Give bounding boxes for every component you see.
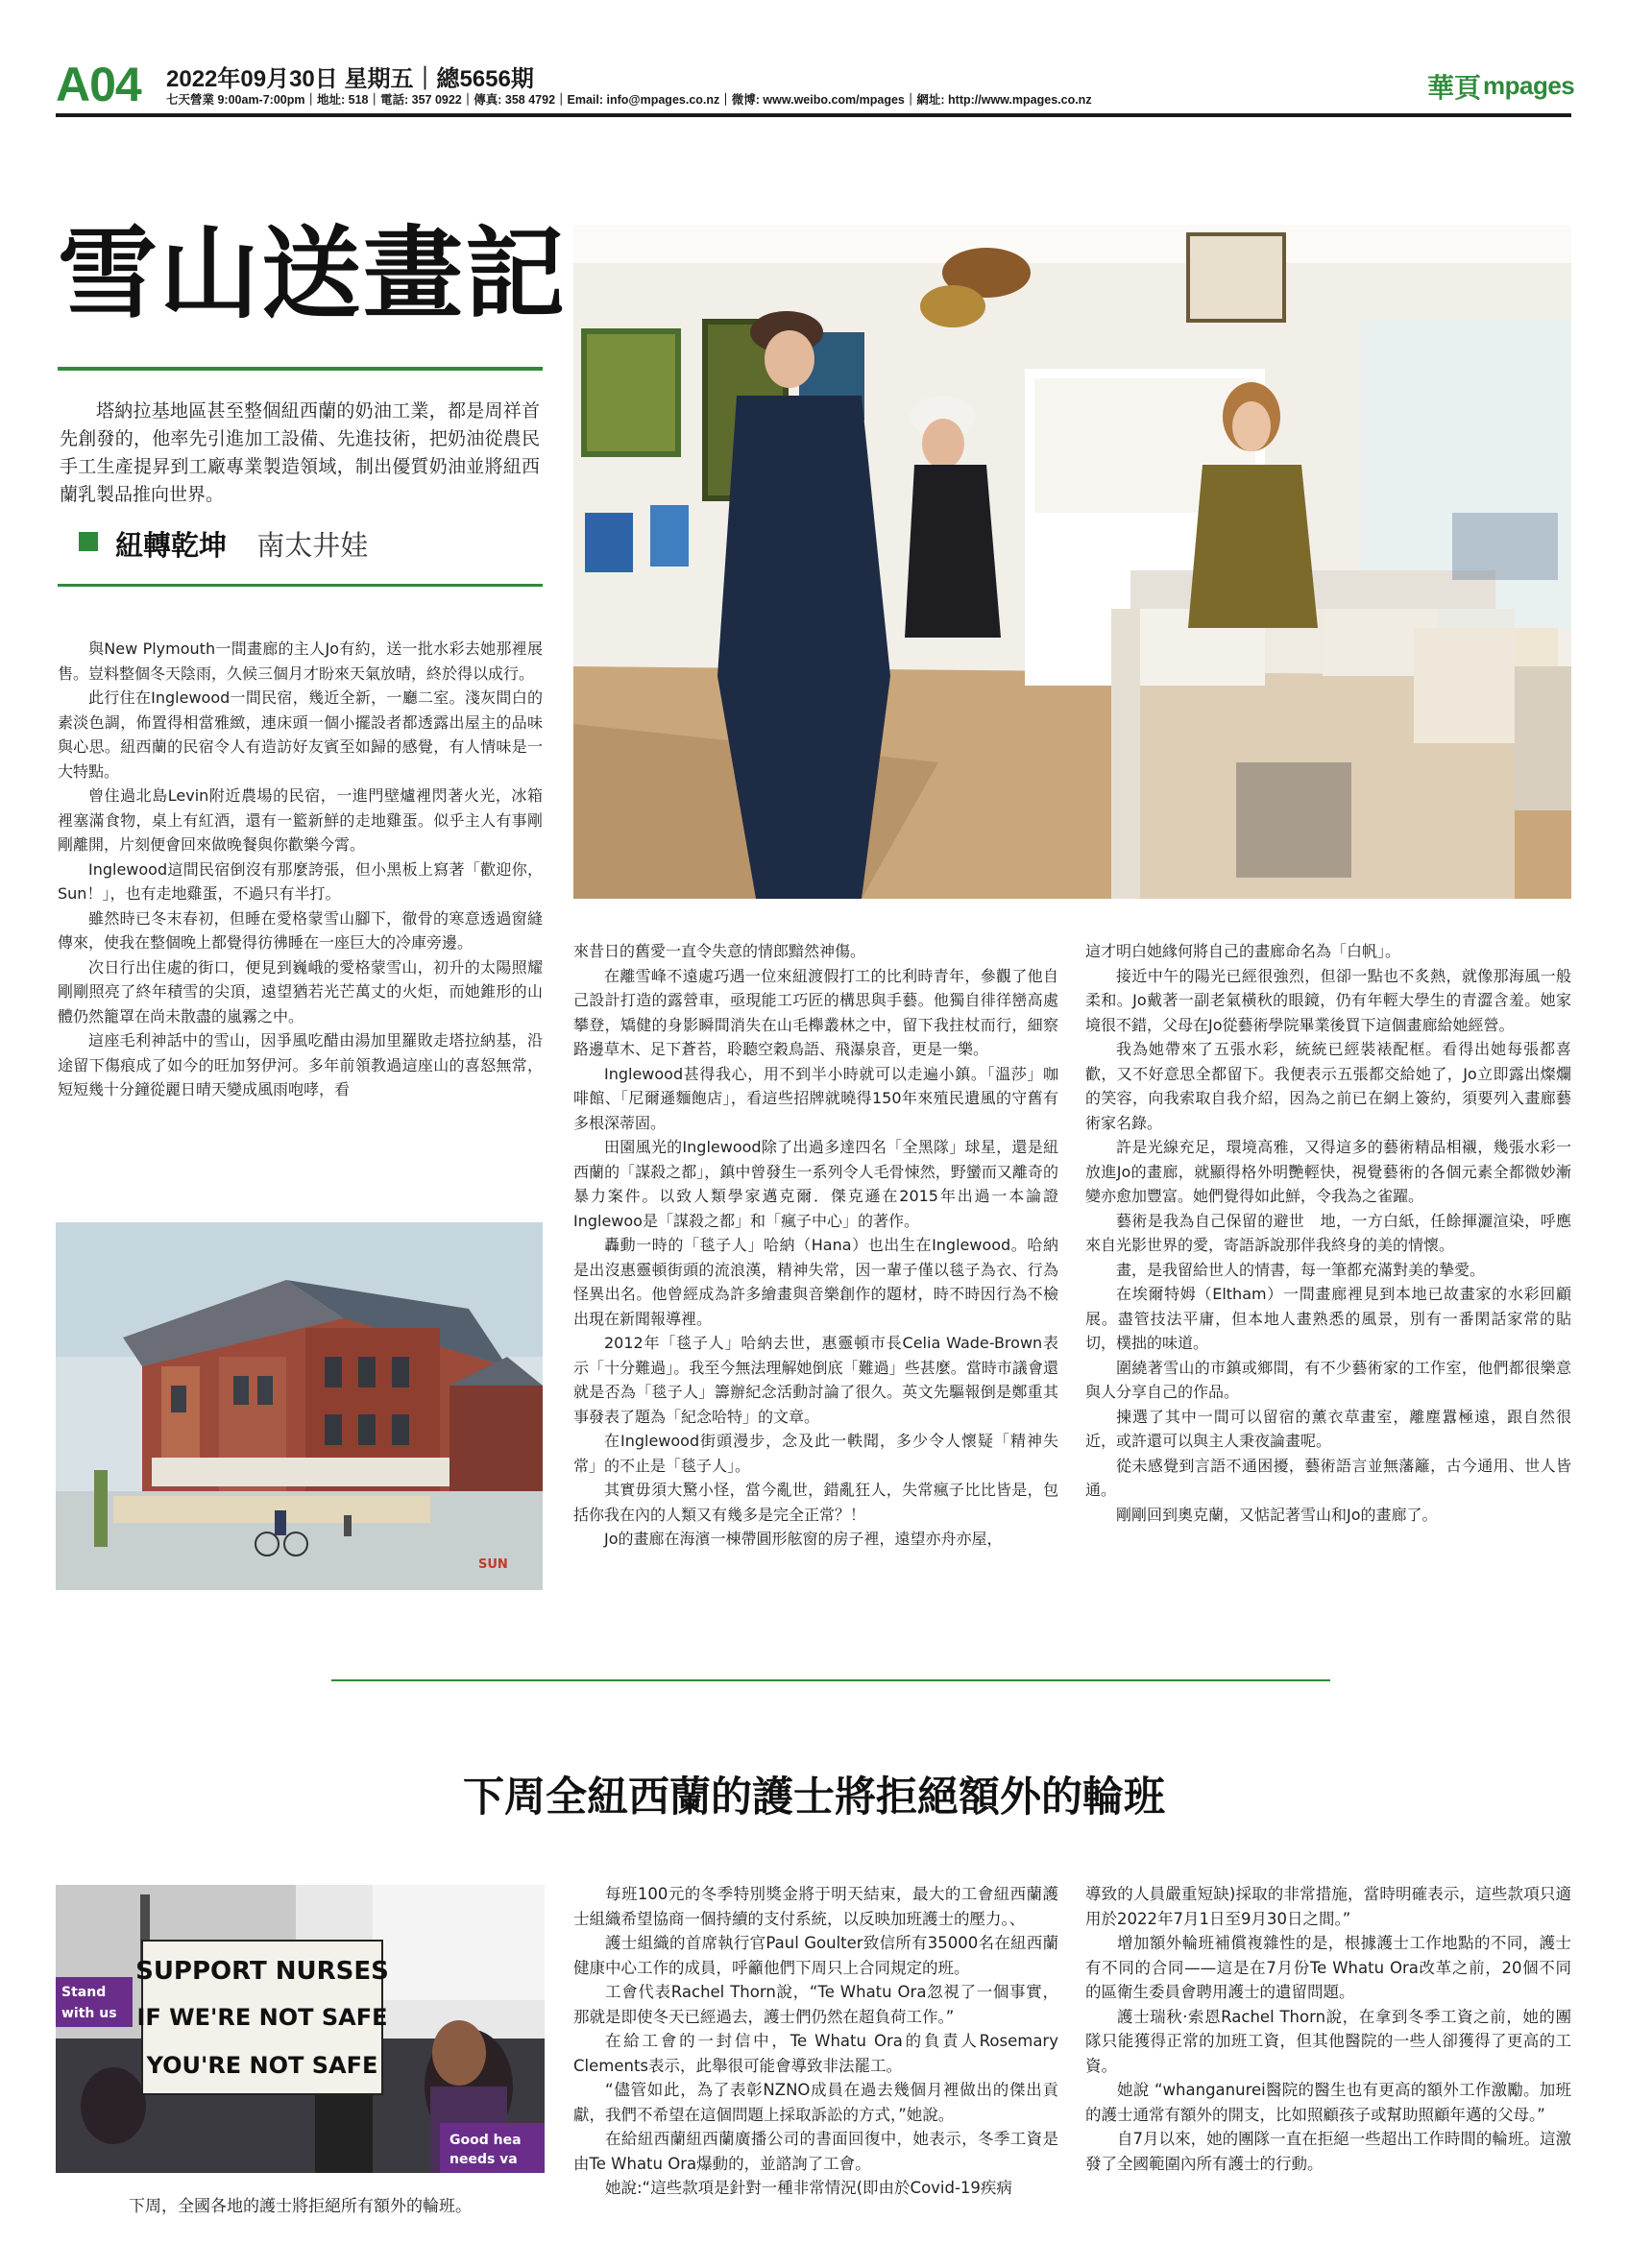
paragraph: 與New Plymouth一間畫廊的主人Jo有約，送一批水彩去她那裡展售。豈料整個冬天陰雨，久候三個月才盼來天氣放晴，終於得以成行。: [58, 639, 543, 683]
paragraph: 自7月以來，她的團隊一直在拒絕一些超出工作時間的輪班。這激發了全國範圍內所有護士的行動。: [1085, 2130, 1571, 2173]
paragraph: 護士組織的首席執行官Paul Goulter致信所有35000名在紐西蘭健康中心工作的成員，呼籲他們下周只上合同規定的班。: [573, 1934, 1058, 1977]
paragraph: 在給紐西蘭紐西蘭廣播公司的書面回復中，她表示，冬季工資是由Te Whatu Ora爆動的，並諮詢了工會。: [573, 2130, 1058, 2173]
paragraph: 畫，是我留給世人的情書，每一筆都充滿對美的摯愛。: [1116, 1260, 1486, 1279]
paragraph: 接近中午的陽光已經很強烈，但卻一點也不炙熱，就像那海風一般柔和。Jo戴著一副老氣橫秋的眼鏡，仍有年輕大學生的青澀含羞。她家境很不錯，父母在Jo從藝術學院畢業後買下這個畫廊給她經營。: [1085, 966, 1571, 1034]
author-name: 南太井娃: [256, 529, 369, 562]
article2-column-1: [573, 1882, 1058, 2201]
paragraph: Inglewood甚得我心，用不到半小時就可以走遍小鎮。「溫莎」咖啡館、「尼爾遜麵飽店」，看這些招牌就曉得150年來殖民遺風的守舊有多根深蒂固。: [573, 1064, 1058, 1132]
article1-column-2: [573, 939, 1058, 1552]
contact-info: 七天營業 9:00am-7:00pm｜地址: 518｜電話: 357 0922｜傳真: 358 4792｜Email: info@mpages.co.nz｜微博: www.weibo.com/mpages｜網址: http://www.mpages.co.nz: [166, 93, 1092, 107]
paragraph: 許是光線充足，環境高雅，又得這多的藝術精品相襯，幾張水彩一放進Jo的畫廊，就顯得格外明艷輕快，視覺藝術的各個元素全都微妙漸變亦愈加豐富。她們覺得如此鮮，令我為之雀躍。: [1085, 1138, 1571, 1205]
paragraph: 護士瑞秋·索恩Rachel Thorn說，在拿到冬季工資之前，她的團隊只能獲得正常的加班工資，但其他醫院的一些人卻獲得了更高的工資。: [1085, 2007, 1571, 2075]
masthead: [56, 58, 1575, 117]
paragraph: 增加額外輪班補償複雜性的是，根據護士工作地點的不同，護士有不同的合同——這是在7月份Te Whatu Ora改革之前，20個不同的區衛生委員會聘用護士的遺留問題。: [1085, 1934, 1571, 2001]
paragraph: 轟動一時的「毯子人」哈納（Hana）也出生在Inglewood。哈納是出沒惠靈頓街頭的流浪漢，精神失常，因一輩子僅以毯子為衣、行為怪異出名。他曾經成為許多繪畫與音樂創作的題材，時不時因行為不檢出現在新聞報導裡。: [573, 1236, 1058, 1328]
mpages-logo: [1427, 65, 1575, 104]
paragraph: 揀選了其中一間可以留宿的薰衣草畫室，離塵囂極遠，跟自然很近，或許還可以與主人秉夜論畫呢。: [1085, 1407, 1571, 1450]
column-name: 紐轉乾坤: [115, 529, 228, 562]
paragraph: 剛剛回到奧克蘭，又惦記著雪山和Jo的畫廊了。: [1116, 1505, 1438, 1524]
paragraph: 這座毛利神話中的雪山，因爭風吃醋由湯加里羅敗走塔拉納基，沿途留下傷痕成了如今的旺加努伊河。多年前領教過這座山的喜怒無常，短短幾十分鐘從麗日晴天變成風雨咆哮，看: [58, 1031, 543, 1098]
paragraph: 在埃爾特姆（Eltham）一間畫廊裡見到本地已故畫家的水彩回顧展。盡管技法平庸，但本地人畫熟悉的風景，別有一番閑話家常的貼切，樸拙的味道。: [1085, 1285, 1571, 1352]
corner-sign-line: Good hea: [450, 2133, 522, 2148]
paragraph: 我為她帶來了五張水彩，統統已經裝裱配框。看得出她每張都喜歡，又不好意思全都留下。我便表示五張都交給她了，Jo立即露出燦爛的笑容，向我索取自我介紹，因為之前已在網上簽約，須要列入畫廊藝術家名錄。: [1085, 1040, 1571, 1132]
nurses-protest-photo: [56, 1885, 545, 2173]
paragraph: 她說 “whanganurei醫院的醫生也有更高的額外工作激勵。加班的護士通常有額外的開支，比如照顧孩子或幫助照顧年邁的父母。”: [1085, 2081, 1571, 2124]
paragraph: 來昔日的舊愛一直令失意的情郎黯然神傷。: [573, 942, 866, 960]
paragraph: 每班100元的冬季特別獎金將于明天結束，最大的工會紐西蘭護士組織希望協商一個持續的支付系統，以反映加班護士的壓力。、: [573, 1885, 1058, 1928]
title-divider: [58, 367, 543, 371]
paragraph: 2012年「毯子人」哈納去世，惠靈頓市長Celia Wade-Brown表示「十分難過」。我至今無法理解她倒底「難過」些甚麼。當時市議會還就是否為「毯子人」籌辦紀念活動討論了很久。英文先驅報倒是鄭重其事發表了題為「紀念哈特」的文章。: [573, 1334, 1058, 1426]
byline-square-icon: [79, 532, 98, 551]
article1-column-3: [1085, 939, 1571, 1527]
painting-signature: SUN: [478, 1557, 508, 1572]
article2-column-2: [1085, 1882, 1571, 2176]
article1-column-1: [58, 637, 543, 1102]
issue-date: 2022年09月30日 星期五｜總5656期: [166, 66, 534, 92]
section-divider: [331, 1679, 1330, 1681]
paragraph: Jo的畫廊在海濱一棟帶圓形舷窗的房子裡，遠望亦舟亦屋，: [604, 1530, 1003, 1548]
article-intro: 塔納拉基地區甚至整個紐西蘭的奶油工業，都是周祥首先創發的，他率先引進加工設備、先進技術，把奶油從農民手工生產提昇到工廠專業製造領域，制出優質奶油並將紐西蘭乳製品推向世界。: [60, 400, 540, 505]
side-sign-line: Stand: [61, 1985, 107, 2000]
paragraph: 藝術是我為自己保留的避世 地，一方白紙，任餘揮灑渲染，呼應來自光影世界的愛，寄語訴說那伴我終身的美的情懷。: [1085, 1211, 1571, 1254]
sign-line: IF WE'RE NOT SAFE: [136, 2004, 388, 2031]
paragraph: 工會代表Rachel Thorn說，“Te Whatu Ora忽視了一個事實，那就是即使冬天已經過去，護士們仍然在超負荷工作。”: [573, 1983, 1058, 2026]
paragraph: 圍繞著雪山的市鎮或鄉間，有不少藝術家的工作室，他們都很樂意與人分享自己的作品。: [1085, 1358, 1571, 1401]
paragraph: 其實毋須大驚小怪，當今亂世，錯亂狂人，失常瘋子比比皆是，包括你我在內的人類又有幾多是完全正常？！: [573, 1481, 1058, 1524]
logo-text: mpages: [1483, 71, 1575, 100]
paragraph: 導致的人員嚴重短缺)採取的非常措施，當時明確表示，這些款項只適用於2022年7月1日至9月30日之間。”: [1085, 1885, 1571, 1928]
paragraph: 曾住過北島Levin附近農場的民宿，一進門壁爐裡閃著火光，冰箱裡塞滿食物，桌上有紅酒，還有一籃新鮮的走地雞蛋。似乎主人有事剛剛離開，片刻便會回來做晚餐與你歡樂今霄。: [58, 786, 543, 854]
byline: [115, 524, 368, 564]
paragraph: 田園風光的Inglewood除了出過多達四名「全黑隊」球星，還是紐西蘭的「謀殺之都」，鎮中曾發生一系列令人毛骨悚然，野蠻而又離奇的暴力案件。以致人類學家邁克爾．傑克遜在2015年出過一本論證Inglewoo是「謀殺之都」和「瘋子中心」的著作。: [573, 1138, 1058, 1230]
sign-line: SUPPORT NURSES: [135, 1957, 389, 1986]
article2-title: 下周全紐西蘭的護士將拒絕額外的輪班: [463, 1773, 1165, 1822]
paragraph: 雖然時已冬末春初，但睡在愛格蒙雪山腳下，徹骨的寒意透過窗縫傳來，使我在整個晚上都覺得彷彿睡在一座巨大的冷庫旁邊。: [58, 908, 543, 952]
photo-caption: 下周，全國各地的護士將拒絕所有額外的輪班。: [129, 2197, 472, 2216]
gallery-photo: [573, 225, 1571, 899]
logo-mark: 華頁: [1427, 72, 1482, 104]
paragraph: “儘管如此，為了表彰NZNO成員在過去幾個月裡做出的傑出貢獻，我們不希望在這個問題上採取訴訟的方式，”她說。: [573, 2081, 1058, 2124]
watercolour-painting: [56, 1222, 543, 1590]
paragraph: 她說:“這些款項是針對一種非常情況(即由於Covid-19疾病: [605, 2179, 1012, 2197]
page-number: A04: [56, 58, 141, 111]
article-title: 雪山送畫記: [58, 215, 568, 332]
paragraph: 在Inglewood街頭漫步，念及此一軼聞，多少令人懷疑「精神失常」的不止是「毯子人」。: [573, 1432, 1058, 1475]
paragraph: 這才明白她緣何將自己的畫廊命名為「白帆」。: [1085, 942, 1401, 960]
paragraph: 此行住在Inglewood一間民宿，幾近全新，一廳二室。淺灰間白的素淡色調，佈置得相當雅緻，連床頭一個小擺設者都透露出屋主的品味與心思。紐西蘭的民宿令人有造訪好友賓至如歸的感覺，有人情味是一大特點。: [58, 688, 543, 781]
side-sign-line: with us: [61, 2006, 117, 2021]
paragraph: 次日行出住處的街口，便見到巍峨的愛格蒙雪山，初升的太陽照耀剛剛照亮了終年積雪的尖頂，遠望猶若光芒萬丈的火炬，而她錐形的山體仍然籠罩在尚未散盡的嵐霧之中。: [58, 957, 543, 1025]
paragraph: 在給工會的一封信中，Te Whatu Ora的負責人Rosemary Clements表示，此舉很可能會導致非法罷工。: [573, 2032, 1058, 2075]
sign-line: YOU'RE NOT SAFE: [146, 2052, 378, 2079]
byline-divider: [58, 584, 543, 587]
paragraph: 在離雪峰不遠處巧遇一位來紐渡假打工的比利時青年，參觀了他自己設計打造的露營車，亟現能工巧匠的構思與手藝。他獨自徘徉巒高處攀登，矯健的身影瞬間消失在山毛櫸叢林之中，留下我拄杖而行，細察路邊草木、足下蒼苔，聆聽空穀鳥語、飛瀑泉音，更是一樂。: [573, 966, 1058, 1058]
corner-sign-line: needs va: [450, 2152, 518, 2167]
paragraph: 從未感覺到言語不通困擾，藝術語言並無藩籬，古今通用、世人皆通。: [1085, 1456, 1571, 1499]
paragraph: Inglewood這間民宿倒沒有那麼誇張，但小黑板上寫著「歡迎你，Sun！」，也有走地雞蛋，不過只有半打。: [58, 859, 543, 903]
